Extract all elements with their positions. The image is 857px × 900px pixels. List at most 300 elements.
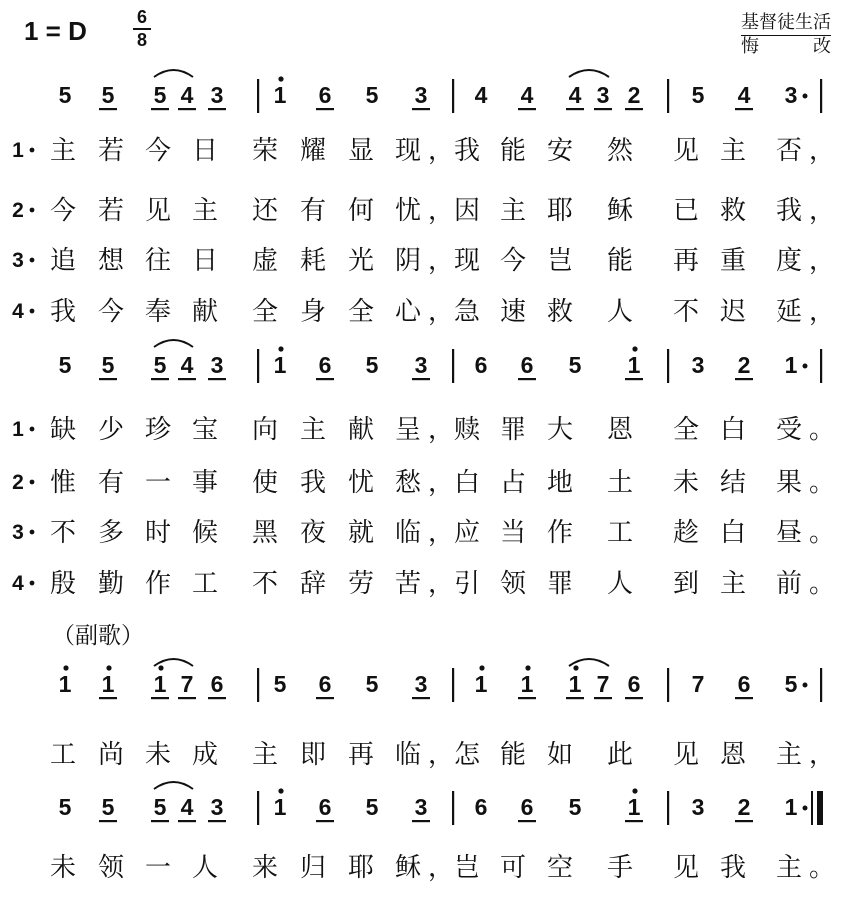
note-digit: 1 xyxy=(273,82,287,108)
eighth-underline xyxy=(625,820,643,822)
eighth-underline xyxy=(594,108,612,110)
note-digit: 1 xyxy=(627,352,641,378)
verse-number-dot xyxy=(30,530,35,535)
note-digit: 2 xyxy=(737,794,751,820)
lyric-char: 恩 xyxy=(606,415,634,445)
lyric-char: 急 xyxy=(453,297,481,327)
lyric-char: 珍 xyxy=(144,415,172,445)
note-digit: 6 xyxy=(318,794,332,820)
note-digit: 6 xyxy=(474,794,488,820)
lyric-punctuation: 。 xyxy=(809,518,836,548)
eighth-underline xyxy=(594,697,612,699)
lyric-punctuation: ， xyxy=(428,468,455,498)
key-signature: 1 = D xyxy=(24,16,87,46)
octave-dot xyxy=(106,665,111,670)
note-digit: 1 xyxy=(153,671,167,697)
lyric-char: 愁 xyxy=(394,468,422,498)
note-digit: 3 xyxy=(210,82,224,108)
tie-arc xyxy=(569,659,609,666)
eighth-underline xyxy=(625,108,643,110)
lyric-char: 尚 xyxy=(97,740,125,770)
lyric-char: 占 xyxy=(499,468,527,498)
lyric-char: 安 xyxy=(546,136,574,166)
lyric-char: 我 xyxy=(453,136,481,166)
verse-number: 1 xyxy=(12,139,24,162)
lyric-char: 领 xyxy=(499,569,527,599)
note-digit: 6 xyxy=(520,794,534,820)
note-digit: 5 xyxy=(101,794,115,820)
octave-dot xyxy=(278,788,283,793)
lyric-char: 日 xyxy=(191,136,219,166)
note-digit: 3 xyxy=(414,352,428,378)
lyric-char: 作 xyxy=(546,518,574,548)
note-digit: 3 xyxy=(691,794,705,820)
barline xyxy=(667,668,669,702)
note-digit: 6 xyxy=(210,671,224,697)
lyric-char: 显 xyxy=(347,136,375,166)
chorus-label: （副歌） xyxy=(52,623,144,649)
lyric-char: 不 xyxy=(49,518,77,548)
barline xyxy=(257,791,259,825)
lyric-char: 虚 xyxy=(251,246,279,276)
note-digit: 5 xyxy=(568,794,582,820)
lyric-char: 大 xyxy=(546,415,574,445)
lyric-char: 赎 xyxy=(453,415,481,445)
duration-dot xyxy=(803,364,808,369)
eighth-underline xyxy=(518,820,536,822)
lyric-char: 已 xyxy=(672,196,700,226)
note-digit: 6 xyxy=(318,352,332,378)
octave-dot xyxy=(632,788,637,793)
lyric-char: 惟 xyxy=(49,468,77,498)
lyric-char: 还 xyxy=(251,196,279,226)
lyric-char: 罪 xyxy=(546,569,574,599)
lyric-char: 果 xyxy=(775,468,803,498)
note-digit: 1 xyxy=(784,794,798,820)
lyric-char: 若 xyxy=(97,196,125,226)
eighth-underline xyxy=(412,378,430,380)
lyric-char: 救 xyxy=(719,196,747,226)
verse-number-dot xyxy=(30,427,35,432)
lyric-char: 应 xyxy=(453,518,481,548)
barline xyxy=(820,79,822,113)
lyric-char: 见 xyxy=(672,853,700,883)
eighth-underline xyxy=(412,820,430,822)
eighth-underline xyxy=(735,378,753,380)
eighth-underline xyxy=(208,697,226,699)
note-digit: 6 xyxy=(318,82,332,108)
octave-dot xyxy=(158,665,163,670)
lyric-char: 主 xyxy=(251,740,279,770)
lyric-char: 即 xyxy=(299,740,327,770)
lyric-char: 现 xyxy=(453,246,481,276)
lyric-char: 宝 xyxy=(191,415,219,445)
lyric-char: 成 xyxy=(191,740,219,770)
octave-dot xyxy=(573,665,578,670)
note-digit: 5 xyxy=(784,671,798,697)
note-digit: 1 xyxy=(520,671,534,697)
lyric-char: 身 xyxy=(299,297,327,327)
duration-dot xyxy=(803,683,808,688)
barline xyxy=(667,79,669,113)
lyric-char: 地 xyxy=(546,468,574,498)
barline xyxy=(257,79,259,113)
note-digit: 6 xyxy=(627,671,641,697)
lyric-char: 候 xyxy=(191,518,219,548)
note-digit: 5 xyxy=(568,352,582,378)
lyric-punctuation: ， xyxy=(428,853,455,883)
lyric-char: 未 xyxy=(672,468,700,498)
note-digit: 5 xyxy=(273,671,287,697)
note-digit: 4 xyxy=(180,82,194,108)
lyric-char: 如 xyxy=(546,740,574,770)
lyric-char: 引 xyxy=(453,569,481,599)
lyric-char: 往 xyxy=(144,246,172,276)
note-digit: 5 xyxy=(365,352,379,378)
lyric-char: 我 xyxy=(775,196,803,226)
note-digit: 1 xyxy=(627,794,641,820)
lyric-char: 全 xyxy=(347,297,375,327)
verse-number-dot xyxy=(30,208,35,213)
time-signature-bottom: 8 xyxy=(136,30,147,50)
lyric-punctuation: 。 xyxy=(809,569,836,599)
lyric-char: 主 xyxy=(719,569,747,599)
lyric-char: 受 xyxy=(775,415,803,445)
lyric-char: 趁 xyxy=(672,518,700,548)
lyric-char: 可 xyxy=(499,853,527,883)
lyric-char: 向 xyxy=(251,415,279,445)
lyric-punctuation: ， xyxy=(809,740,836,770)
lyric-punctuation: ， xyxy=(809,297,836,327)
lyric-char: 今 xyxy=(144,136,172,166)
note-digit: 4 xyxy=(737,82,751,108)
barline xyxy=(452,791,454,825)
lyric-char: 然 xyxy=(606,136,634,166)
lyric-char: 少 xyxy=(97,415,125,445)
lyric-char: 未 xyxy=(144,740,172,770)
lyric-char: 光 xyxy=(347,246,375,276)
note-digit: 3 xyxy=(414,82,428,108)
lyric-char: 见 xyxy=(672,136,700,166)
lyric-char: 使 xyxy=(251,468,279,498)
note-digit: 1 xyxy=(568,671,582,697)
note-digit: 5 xyxy=(365,671,379,697)
note-digit: 3 xyxy=(691,352,705,378)
lyric-char: 辞 xyxy=(299,569,327,599)
tie-arc xyxy=(154,782,193,789)
lyric-char: 恩 xyxy=(719,740,747,770)
note-digit: 6 xyxy=(474,352,488,378)
lyric-char: 忧 xyxy=(347,468,375,498)
lyric-char: 因 xyxy=(453,196,481,226)
eighth-underline xyxy=(99,108,117,110)
lyric-char: 主 xyxy=(299,415,327,445)
lyric-char: 劳 xyxy=(347,569,375,599)
lyric-char: 耗 xyxy=(299,246,327,276)
barline xyxy=(667,791,669,825)
note-digit: 3 xyxy=(414,794,428,820)
lyric-char: 人 xyxy=(191,853,219,883)
lyric-char: 见 xyxy=(672,740,700,770)
barline xyxy=(257,668,259,702)
lyric-char: 前 xyxy=(775,569,803,599)
note-digit: 2 xyxy=(737,352,751,378)
eighth-underline xyxy=(316,697,334,699)
duration-dot xyxy=(803,94,808,99)
lyric-char: 否 xyxy=(775,136,803,166)
credit-source: 基督徒生活 xyxy=(741,12,831,36)
lyric-char: 黑 xyxy=(251,518,279,548)
lyric-char: 一 xyxy=(144,853,172,883)
lyric-char: 日 xyxy=(191,246,219,276)
eighth-underline xyxy=(735,820,753,822)
eighth-underline xyxy=(151,378,169,380)
lyric-char: 夜 xyxy=(299,518,327,548)
lyric-char: 追 xyxy=(49,246,77,276)
lyric-char: 罪 xyxy=(499,415,527,445)
eighth-underline xyxy=(99,697,117,699)
lyric-char: 荣 xyxy=(251,136,279,166)
note-digit: 1 xyxy=(273,794,287,820)
barline xyxy=(257,349,259,383)
barline xyxy=(667,349,669,383)
lyric-char: 阴 xyxy=(394,246,422,276)
lyric-char: 到 xyxy=(672,569,700,599)
eighth-underline xyxy=(208,820,226,822)
lyric-char: 归 xyxy=(299,853,327,883)
lyric-char: 有 xyxy=(97,468,125,498)
eighth-underline xyxy=(99,820,117,822)
note-digit: 3 xyxy=(596,82,610,108)
lyric-char: 现 xyxy=(394,136,422,166)
note-digit: 6 xyxy=(318,671,332,697)
eighth-underline xyxy=(151,820,169,822)
verse-number-dot xyxy=(30,258,35,263)
tie-arc xyxy=(569,70,609,77)
verse-number: 4 xyxy=(12,572,24,595)
lyric-char: 稣 xyxy=(606,196,634,226)
lyric-char: 此 xyxy=(606,740,634,770)
lyric-char: 人 xyxy=(606,297,634,327)
lyric-char: 一 xyxy=(144,468,172,498)
eighth-underline xyxy=(178,820,196,822)
lyric-punctuation: 。 xyxy=(809,853,836,883)
verse-number: 3 xyxy=(12,521,24,544)
lyric-char: 度 xyxy=(775,246,803,276)
barline xyxy=(811,791,813,825)
barline xyxy=(820,668,822,702)
note-digit: 3 xyxy=(210,794,224,820)
lyric-char: 能 xyxy=(606,246,634,276)
lyric-char: 不 xyxy=(251,569,279,599)
verse-number-dot xyxy=(30,581,35,586)
time-signature-top: 6 xyxy=(136,7,147,27)
note-digit: 6 xyxy=(520,352,534,378)
octave-dot xyxy=(278,76,283,81)
eighth-underline xyxy=(151,697,169,699)
note-digit: 4 xyxy=(568,82,582,108)
octave-dot xyxy=(278,346,283,351)
lyric-punctuation: ， xyxy=(809,136,836,166)
eighth-underline xyxy=(735,697,753,699)
octave-dot xyxy=(479,665,484,670)
lyric-punctuation: ， xyxy=(428,740,455,770)
lyric-char: 来 xyxy=(251,853,279,883)
note-digit: 1 xyxy=(784,352,798,378)
duration-dot xyxy=(803,806,808,811)
note-digit: 5 xyxy=(153,794,167,820)
verse-number-dot xyxy=(30,480,35,485)
eighth-underline xyxy=(518,697,536,699)
lyric-char: 奉 xyxy=(144,297,172,327)
tie-arc xyxy=(154,340,193,347)
tie-arc xyxy=(154,659,193,666)
lyric-char: 主 xyxy=(775,853,803,883)
lyric-char: 全 xyxy=(672,415,700,445)
lyric-char: 未 xyxy=(49,853,77,883)
note-digit: 3 xyxy=(210,352,224,378)
lyric-punctuation: ， xyxy=(428,246,455,276)
lyric-char: 不 xyxy=(672,297,700,327)
note-digit: 5 xyxy=(58,352,72,378)
verse-number: 2 xyxy=(12,199,24,222)
note-digit: 5 xyxy=(691,82,705,108)
lyric-char: 见 xyxy=(144,196,172,226)
lyric-char: 献 xyxy=(191,297,219,327)
lyric-char: 时 xyxy=(144,518,172,548)
lyric-char: 手 xyxy=(606,853,634,883)
octave-dot xyxy=(63,665,68,670)
barline xyxy=(452,668,454,702)
lyric-char: 献 xyxy=(347,415,375,445)
lyric-char: 再 xyxy=(672,246,700,276)
eighth-underline xyxy=(178,378,196,380)
lyric-punctuation: ， xyxy=(428,415,455,445)
note-digit: 4 xyxy=(180,794,194,820)
lyric-char: 若 xyxy=(97,136,125,166)
lyric-char: 能 xyxy=(499,136,527,166)
lyric-char: 耀 xyxy=(299,136,327,166)
note-digit: 7 xyxy=(691,671,705,697)
lyric-punctuation: ， xyxy=(809,246,836,276)
lyric-char: 临 xyxy=(394,740,422,770)
eighth-underline xyxy=(566,108,584,110)
eighth-underline xyxy=(316,108,334,110)
final-barline xyxy=(817,791,823,825)
lyric-char: 岂 xyxy=(546,246,574,276)
eighth-underline xyxy=(518,378,536,380)
lyric-punctuation: 。 xyxy=(809,468,836,498)
lyric-char: 我 xyxy=(719,853,747,883)
eighth-underline xyxy=(412,108,430,110)
lyric-char: 耶 xyxy=(546,196,574,226)
eighth-underline xyxy=(735,108,753,110)
lyric-char: 我 xyxy=(299,468,327,498)
lyric-char: 能 xyxy=(499,740,527,770)
lyric-char: 全 xyxy=(251,297,279,327)
barline xyxy=(452,349,454,383)
lyric-char: 重 xyxy=(719,246,747,276)
eighth-underline xyxy=(316,378,334,380)
eighth-underline xyxy=(208,378,226,380)
lyric-char: 今 xyxy=(49,196,77,226)
lyric-char: 工 xyxy=(49,740,77,770)
lyric-char: 工 xyxy=(191,569,219,599)
lyric-punctuation: 。 xyxy=(809,415,836,445)
note-digit: 7 xyxy=(180,671,194,697)
lyric-char: 岂 xyxy=(453,853,481,883)
lyric-char: 白 xyxy=(719,518,747,548)
lyric-char: 想 xyxy=(97,246,125,276)
lyric-punctuation: ， xyxy=(809,196,836,226)
note-digit: 6 xyxy=(737,671,751,697)
lyric-char: 殷 xyxy=(49,569,77,599)
note-digit: 5 xyxy=(58,794,72,820)
lyric-char: 工 xyxy=(606,518,634,548)
lyric-char: 怎 xyxy=(453,740,481,770)
eighth-underline xyxy=(412,697,430,699)
lyric-char: 呈 xyxy=(394,415,422,445)
lyric-char: 结 xyxy=(719,468,747,498)
lyric-char: 主 xyxy=(191,196,219,226)
verse-number: 1 xyxy=(12,418,24,441)
lyric-char: 再 xyxy=(347,740,375,770)
note-digit: 5 xyxy=(365,794,379,820)
lyric-char: 稣 xyxy=(394,853,422,883)
lyric-char: 领 xyxy=(97,853,125,883)
lyric-char: 事 xyxy=(191,468,219,498)
octave-dot xyxy=(632,346,637,351)
note-digit: 4 xyxy=(520,82,534,108)
note-digit: 1 xyxy=(101,671,115,697)
verse-number-dot xyxy=(30,309,35,314)
lyric-char: 救 xyxy=(546,297,574,327)
note-digit: 5 xyxy=(101,82,115,108)
lyric-char: 今 xyxy=(97,297,125,327)
lyric-char: 作 xyxy=(144,569,172,599)
eighth-underline xyxy=(208,108,226,110)
eighth-underline xyxy=(316,820,334,822)
note-digit: 4 xyxy=(180,352,194,378)
lyric-char: 土 xyxy=(606,468,634,498)
verse-number-dot xyxy=(30,148,35,153)
lyric-char: 耶 xyxy=(347,853,375,883)
eighth-underline xyxy=(625,697,643,699)
lyric-punctuation: ， xyxy=(428,297,455,327)
lyric-char: 迟 xyxy=(719,297,747,327)
eighth-underline xyxy=(99,378,117,380)
lyric-char: 延 xyxy=(775,297,803,327)
tie-arc xyxy=(154,70,193,77)
note-digit: 4 xyxy=(474,82,488,108)
lyric-punctuation: ， xyxy=(428,518,455,548)
note-digit: 5 xyxy=(58,82,72,108)
lyric-char: 勤 xyxy=(97,569,125,599)
note-digit: 1 xyxy=(273,352,287,378)
lyric-char: 空 xyxy=(546,853,574,883)
lyric-char: 就 xyxy=(347,518,375,548)
note-digit: 3 xyxy=(784,82,798,108)
eighth-underline xyxy=(566,697,584,699)
barline xyxy=(452,79,454,113)
lyric-char: 主 xyxy=(775,740,803,770)
lyric-char: 我 xyxy=(49,297,77,327)
lyric-punctuation: ， xyxy=(428,196,455,226)
lyric-char: 有 xyxy=(299,196,327,226)
barline xyxy=(820,349,822,383)
lyric-char: 白 xyxy=(719,415,747,445)
lyric-char: 昼 xyxy=(775,518,803,548)
